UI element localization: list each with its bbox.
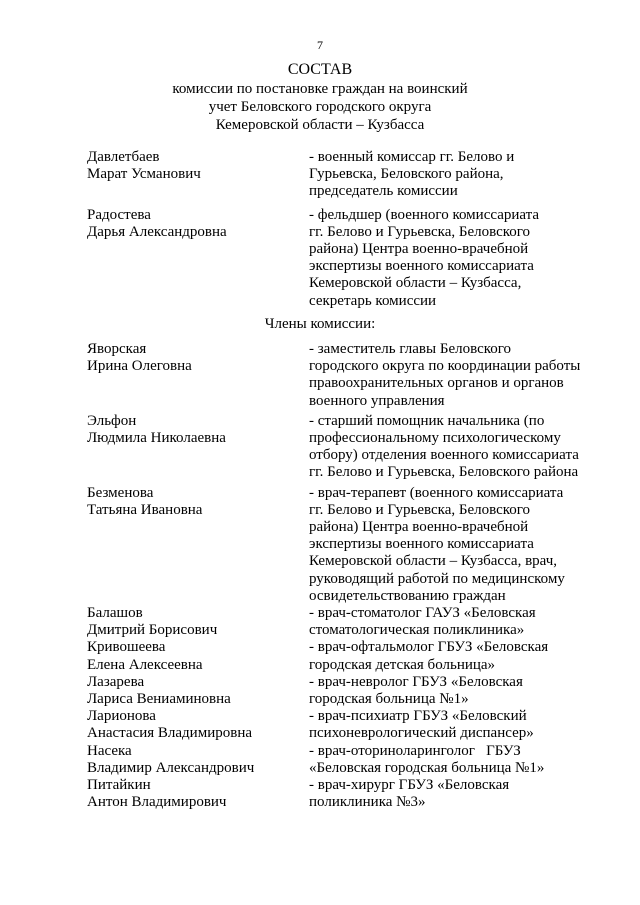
member-entry <box>0 777 640 811</box>
leader-entry <box>0 149 640 201</box>
person-role: - старший помощник начальника (по профессиональному психологическому отбору) отделения военного комиссариата гг. Белово и Гурьевска, Беловского района <box>309 412 579 481</box>
person-name: Безменова Татьяна Ивановна <box>87 484 203 518</box>
title-block <box>0 60 640 134</box>
person-name: Давлетбаев Марат Усманович <box>87 149 201 183</box>
member-entry <box>0 341 640 410</box>
members-heading: Члены комиссии: <box>264 316 376 332</box>
leadership-list <box>0 149 640 310</box>
person-role: - военный комиссар гг. Белово и Гурьевска, Беловского района, председатель комиссии <box>309 149 515 200</box>
person-role: - врач-терапевт (военного комиссариата гг. Белово и Гурьевска, Беловского района) Центра военно-врачебной экспертизы военного комиссариата Кемеровской области – Кузбасса, врач, руководящий работой по медицинскому освидетельствованию граждан <box>309 484 565 604</box>
document-title: СОСТАВ <box>287 61 353 78</box>
person-name: Лазарева Лариса Вениаминовна <box>87 673 231 708</box>
members-list <box>0 341 640 811</box>
leader-entry <box>0 207 640 310</box>
person-role: - фельдшер (военного комиссариата гг. Белово и Гурьевска, Беловского района) Центра военно-врачебной экспертизы военного комиссариата Кемеровской области – Кузбасса, секретарь комиссии <box>309 206 540 309</box>
person-name: Ларионова Анастасия Владимировна <box>87 708 252 742</box>
person-name: Радостева Дарья Александровна <box>87 206 227 240</box>
subtitle-line: учет Беловского городского округа <box>208 99 432 115</box>
member-entry <box>0 708 640 742</box>
person-role: - врач-стоматолог ГАУЗ «Беловская стоматологическая поликлиника» <box>309 605 536 639</box>
person-name: Питайкин Антон Владимирович <box>87 777 227 811</box>
person-role: - врач-хирург ГБУЗ «Беловская поликлиника №3» <box>309 777 510 811</box>
person-role: - врач-психиатр ГБУЗ «Беловский психоневрологический диспансер» <box>309 708 534 742</box>
page-number: 7 <box>317 38 323 52</box>
person-name: Насека Владимир Александрович <box>87 742 255 776</box>
subtitle-line: комиссии по постановке граждан на воинский <box>172 81 468 97</box>
person-role: - врач-офтальмолог ГБУЗ «Беловская городская детская больница» <box>309 639 549 673</box>
member-entry <box>0 743 640 777</box>
member-entry <box>0 674 640 708</box>
person-name: Эльфон Людмила Николаевна <box>87 412 226 447</box>
person-role: - врач-невролог ГБУЗ «Беловская городская больница №1» <box>309 673 523 708</box>
member-entry <box>0 605 640 639</box>
person-role: - заместитель главы Беловского городского округа по координации работы правоохранительных органов и органов военного управления <box>309 341 581 409</box>
person-role: - врач-оториноларинголог ГБУЗ «Беловская городская больница №1» <box>309 742 545 776</box>
member-entry <box>0 413 640 482</box>
member-entry <box>0 485 640 605</box>
person-name: Кривошеева Елена Алексеевна <box>87 639 203 673</box>
person-name: Балашов Дмитрий Борисович <box>87 605 218 639</box>
member-entry <box>0 639 640 673</box>
subtitle-line: Кемеровской области – Кузбасса <box>215 117 425 133</box>
person-name: Яворская Ирина Олеговна <box>87 341 192 375</box>
